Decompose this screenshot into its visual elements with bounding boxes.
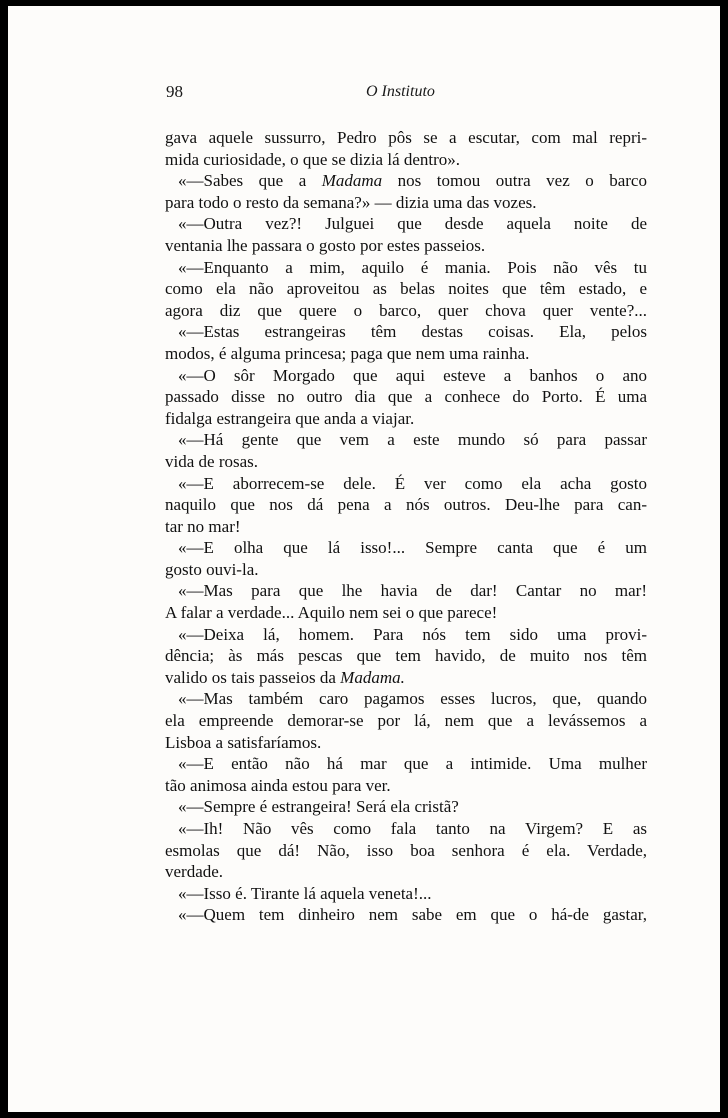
text-line: como ela não aproveitou as belas noites que têm estado, e [165,279,647,299]
text-line: valido os tais passeios da Madama. [165,667,405,687]
text-line: «—Sabes que a Madama nos tomou outra vez o barco [178,171,647,191]
text-line: tar no mar! [165,516,241,536]
text-line: gava aquele sussurro, Pedro pôs se a escutar, com mal repri- [165,128,647,147]
text-line: «—Mas para que lhe havia de dar! Cantar no mar! [178,581,647,601]
text-line: para todo o resto da semana?» — dizia uma das vozes. [165,192,537,212]
text-line: passado disse no outro dia que a conhece do Porto. É uma [165,387,647,407]
text-line: dência; às más pescas que tem havido, de muito nos têm [165,646,647,666]
text-line: ventania lhe passara o gosto por estes passeios. [165,235,486,255]
text-line: «—Isso é. Tirante lá aquela veneta!... [178,883,432,903]
text-line: «—E olha que lá isso!... Sempre canta que é um [178,538,647,558]
text-line: «—E então não há mar que a intimide. Uma mulher [178,754,647,774]
text-line: ela empreende demorar-se por lá, nem que a levássemos a [165,711,647,731]
text-line: «—Há gente que vem a este mundo só para passar [178,430,647,450]
body-text [165,127,647,926]
text-line: «—Mas também caro pagamos esses lucros, que, quando [178,689,647,709]
text-line: «—Ih! Não vês como fala tanto na Virgem? E as [178,819,647,838]
text-line: «—Sempre é estrangeira! Será ela cristã? [178,797,459,817]
text-line: Lisboa a satisfaríamos. [165,732,322,752]
text-line: agora diz que quere o barco, quer chova quer vente?... [165,300,647,320]
text-line: «—Quem tem dinheiro nem sabe em que o há-de gastar, [178,905,647,925]
text-line: «—Enquanto a mim, aquilo é mania. Pois não vês tu [178,257,647,277]
page-header [8,82,720,106]
text-line: «—Deixa lá, homem. Para nós tem sido uma provi- [178,624,647,644]
text-line: modos, é alguma princesa; paga que nem uma rainha. [165,343,530,363]
text-line: «—E aborrecem-se dele. É ver como ela acha gosto [178,473,647,493]
text-line: verdade. [165,862,224,882]
running-title: O Instituto [366,83,435,100]
page-number: 98 [166,82,183,101]
text-line: vida de rosas. [165,451,259,471]
text-line: esmolas que dá! Não, isso boa senhora é ela. Verdade, [165,840,647,860]
text-line: «—Outra vez?! Julguei que desde aquela noite de [178,214,647,234]
text-line: gosto ouvi-la. [165,559,259,579]
book-page [8,6,720,1112]
text-line: mida curiosidade, o que se dizia lá dentro». [165,149,461,169]
text-line: naquilo que nos dá pena a nós outros. Deu-lhe para can- [165,495,647,515]
text-line: «—Estas estrangeiras têm destas coisas. Ela, pelos [178,322,647,342]
text-line: «—O sôr Morgado que aqui esteve a banhos o ano [178,365,647,385]
text-line: fidalga estrangeira que anda a viajar. [165,408,415,428]
text-line: A falar a verdade... Aquilo nem sei o que parece! [165,603,498,623]
text-line: tão animosa ainda estou para ver. [165,775,391,795]
